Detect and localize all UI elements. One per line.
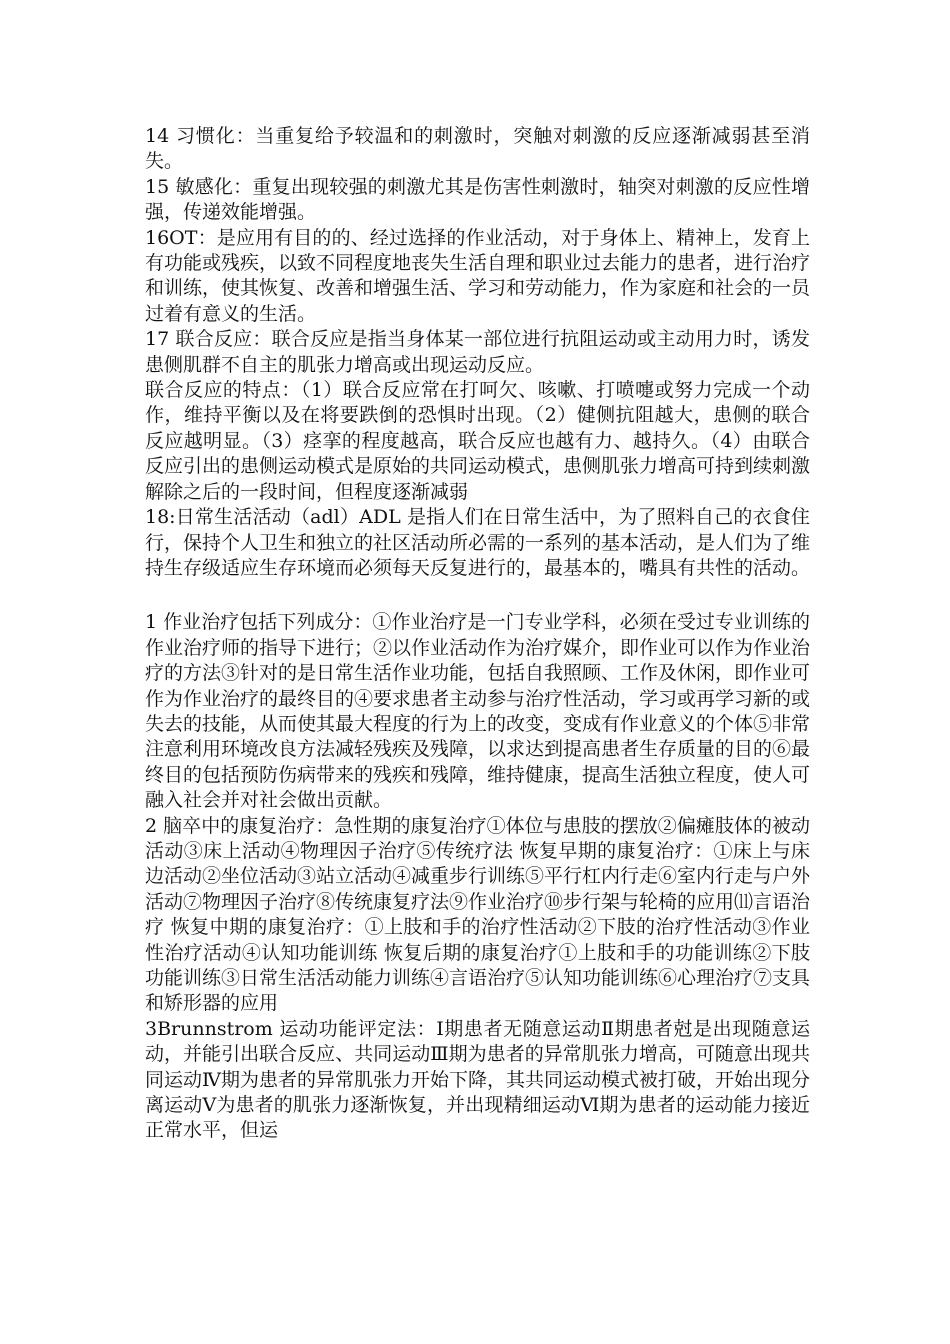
- paragraph-sensitization: 15 敏感化：重复出现较强的刺激尤其是伤害性刺激时，轴突对刺激的反应性增强，传递效能增强。: [145, 175, 810, 224]
- paragraph-adl-definition: 18:日常生活活动（adl）ADL 是指人们在日常生活中，为了照料自己的衣食住行，保持个人卫生和独立的社区活动所必需的一系列的基本活动，是人们为了维持生存级适应生存环境而必须每天反复进行的，最基本的，嘴具有共性的活动。: [145, 506, 811, 579]
- paragraph-spacer: [145, 581, 810, 610]
- paragraph-ot-components: 1 作业治疗包括下列成分：①作业治疗是一门专业学科，必须在受过专业训练的作业治疗师的指导下进行；②以作业活动作为治疗媒介，即作业可以作为作业治疗的方法③针对的是日常生活作业功能，包括自我照顾、工作及休闲，即作业可作为作业治疗的最终目的④要求患者主动参与治疗性活动，学习或再学习新的或失去的技能，从而使其最大程度的行为上的改变，变成有作业意义的个体⑤非常注意利用环境改良方法减轻残疾及残障，以求达到提高患者生存质量的目的⑥最终目的包括预防伤病带来的残疾和残障，维持健康，提高生活独立程度，使人可融入社会并对社会做出贡献。: [145, 611, 811, 812]
- document-page: [145, 124, 810, 1144]
- paragraph-brunnstrom: 3Brunnstrom 运动功能评定法：Ⅰ期患者无随意运动Ⅱ期患者尅是出现随意运动，并能引出联合反应、共同运动Ⅲ期为患者的异常肌张力增高，可随意出现共同运动Ⅳ期为患者的异常肌张力开始下降，其共同运动模式被打破，开始出现分离运动Ⅴ为患者的肌张力逐渐恢复，并出现精细运动Ⅵ期为患者的运动能力接近正常水平，但运: [145, 1017, 810, 1142]
- paragraph-stroke-rehab: 2 脑卒中的康复治疗：急性期的康复治疗①体位与患肢的摆放②偏瘫肢体的被动活动③床上活动④物理因子治疗⑤传统疗法 恢复早期的康复治疗：①床上与床边活动②坐位活动③站立活动④减重步行训练⑤平行杠内行走⑥室内行走与户外活动⑦物理因子治疗⑧传统康复疗法⑨作业治疗⑩步行架与轮椅的应用⑾言语治疗 恢复中期的康复治疗：①上肢和手的治疗性活动②下肢的治疗性活动③作业性治疗活动④认知功能训练 恢复后期的康复治疗①上肢和手的功能训练②下肢功能训练③日常生活活动能力训练④言语治疗⑤认知功能训练⑥心理治疗⑦支具和矫形器的应用: [145, 814, 811, 1015]
- paragraph-ot-definition: 16OT：是应用有目的的、经过选择的作业活动，对于身体上、精神上，发育上有功能或残疾，以致不同程度地丧失生活自理和职业过去能力的患者，进行治疗和训练，使其恢复、改善和增强生活、学习和劳动能力，作为家庭和社会的一员过着有意义的生活。: [145, 226, 811, 325]
- paragraph-habituation: 14 习惯化：当重复给予较温和的刺激时，突触对刺激的反应逐渐减弱甚至消失。: [145, 125, 810, 173]
- paragraph-associated-reaction: 17 联合反应：联合反应是指当身体某一部位进行抗阻运动或主动用力时，诱发患侧肌群不自主的肌张力增高或出现运动反应。: [145, 328, 810, 376]
- paragraph-associated-reaction-features: 联合反应的特点：（1）联合反应常在打呵欠、咳嗽、打喷嚏或努力完成一个动作，维持平衡以及在将要跌倒的恐惧时出现。（2）健侧抗阻越大，患侧的联合反应越明显。（3）痉挛的程度越高，联合反应也越有力、越持久。（4）由联合反应引出的患侧运动模式是原始的共同运动模式，患侧肌张力增高可持到续刺激解除之后的一段时间，但程度逐渐减弱: [145, 379, 811, 503]
